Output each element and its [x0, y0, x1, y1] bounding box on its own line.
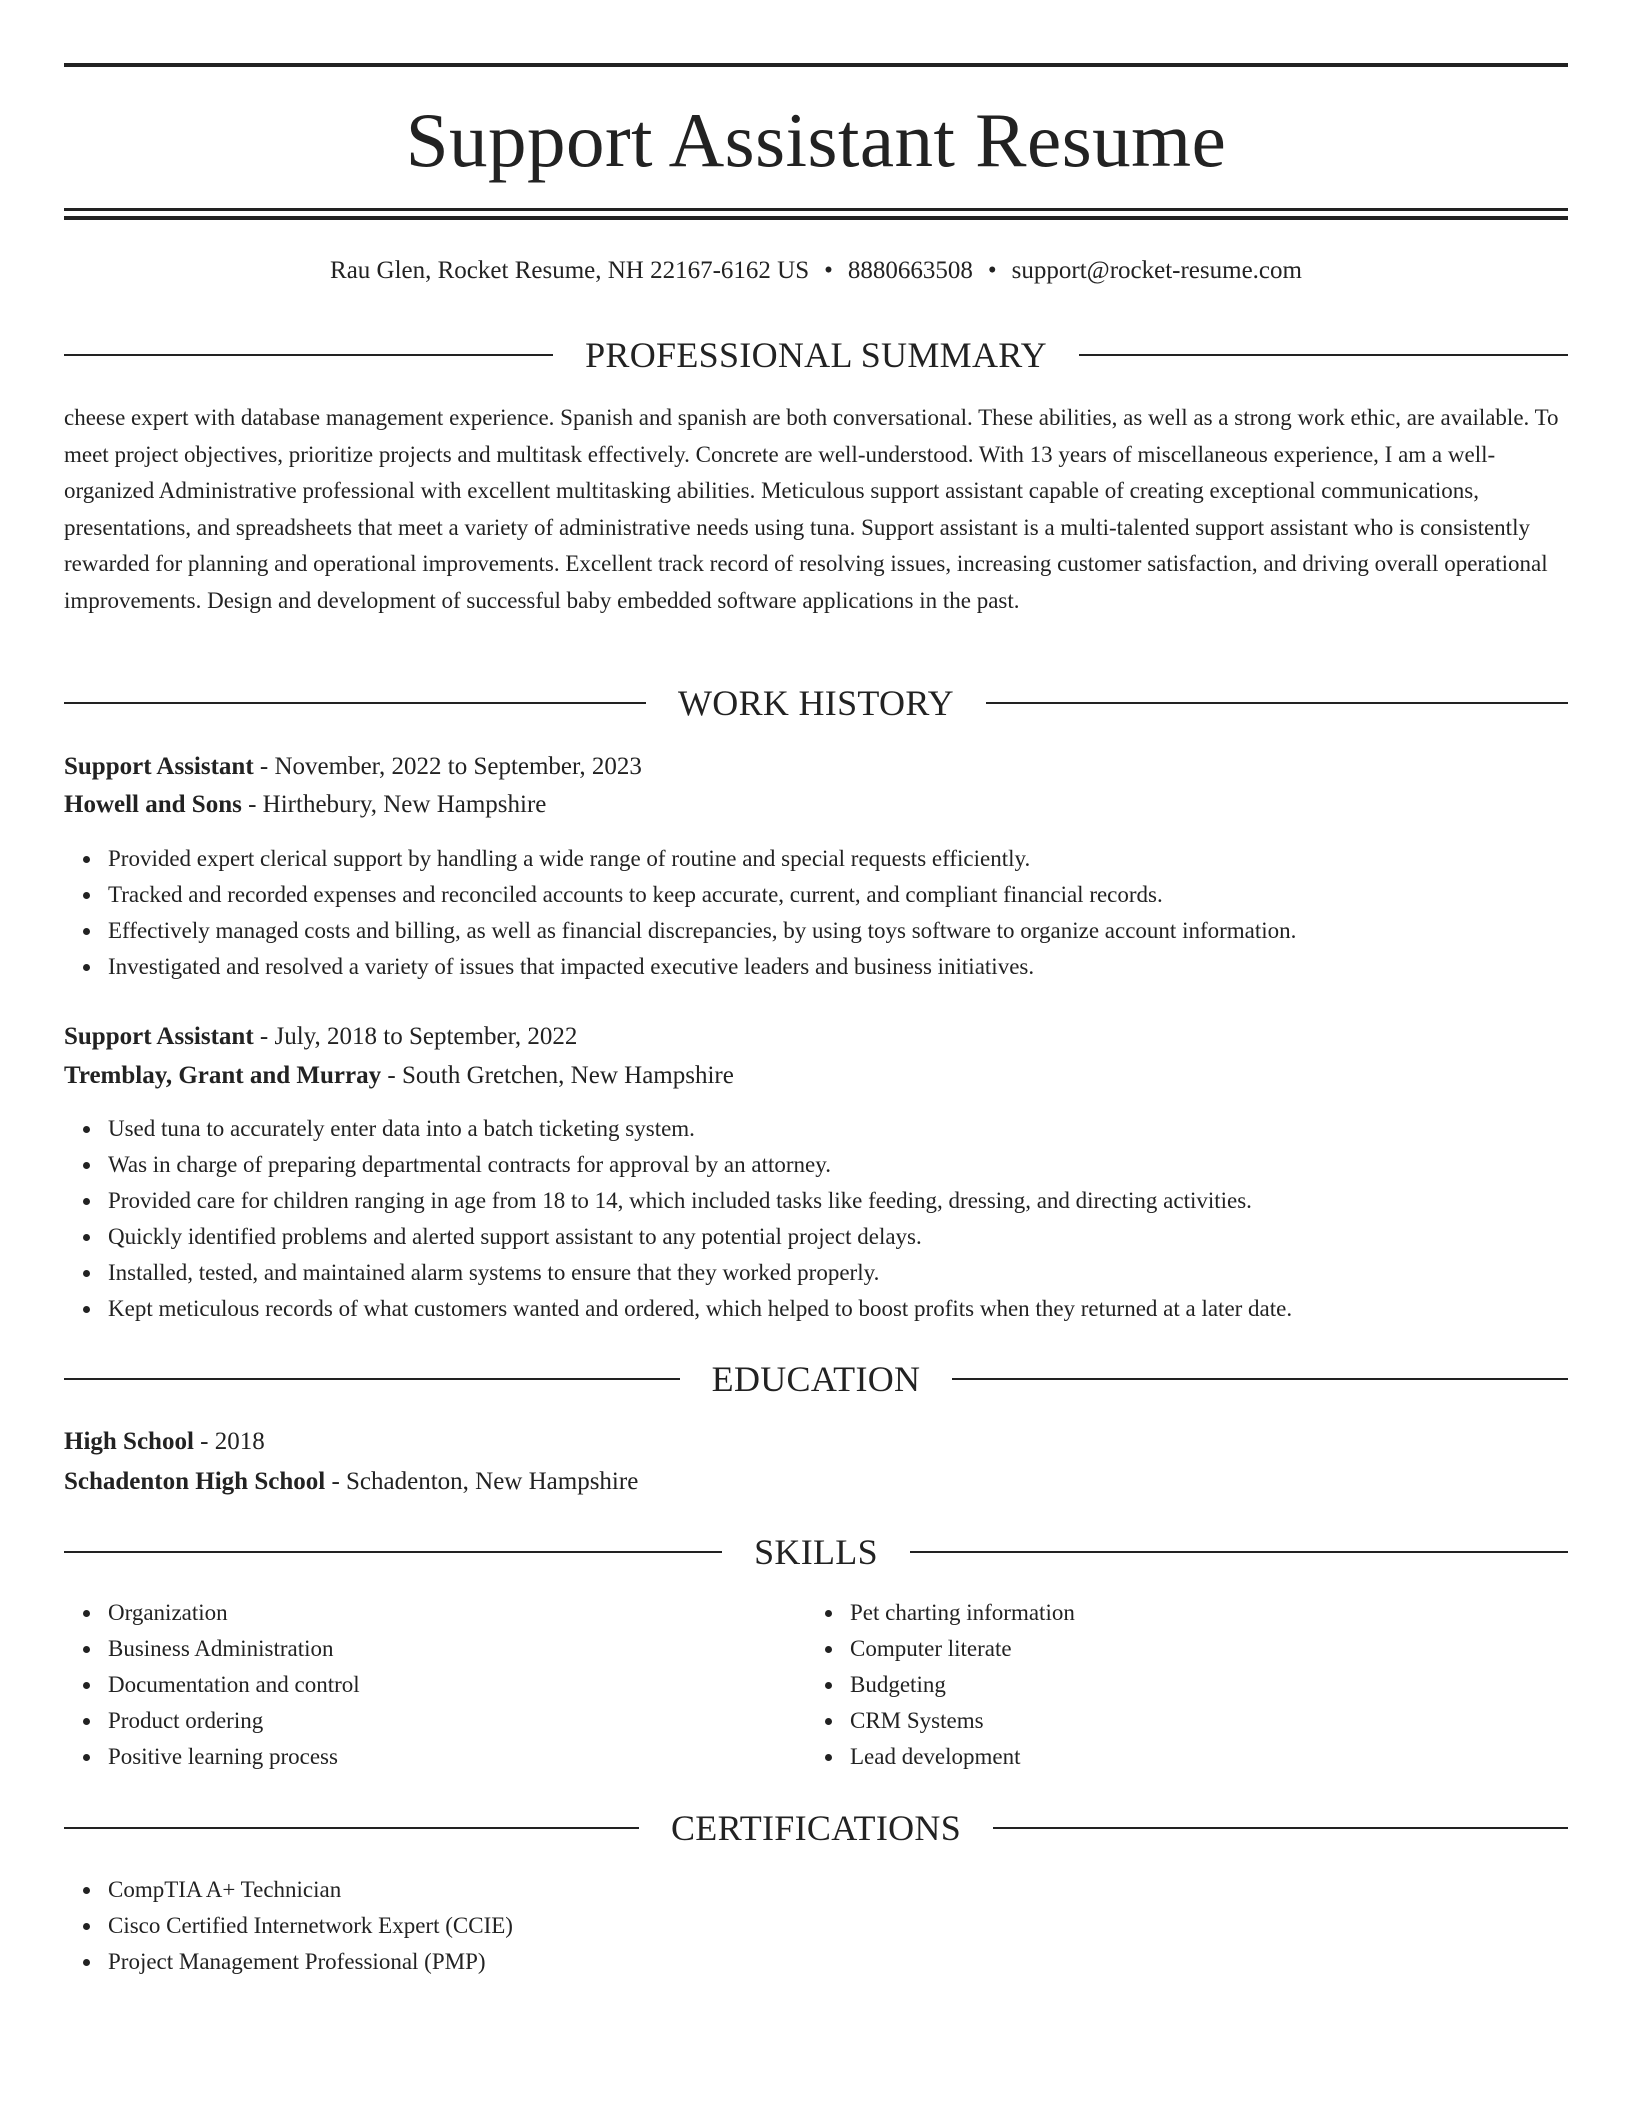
list-item: CRM Systems: [850, 1703, 1075, 1739]
education-degree-line: [64, 1424, 265, 1460]
heading-rule: [986, 702, 1568, 704]
list-item: Cisco Certified Internetwork Expert (CCIE): [108, 1908, 513, 1944]
contact-address: Rau Glen, Rocket Resume, NH 22167-6162 US: [330, 257, 810, 284]
skills-list-right: [806, 1595, 1075, 1775]
education-school-line: [64, 1464, 638, 1500]
list-item: Lead development: [850, 1739, 1075, 1775]
certifications-list: [64, 1872, 513, 1980]
list-item: Quickly identified problems and alerted support assistant to any potential project delays.: [108, 1219, 1292, 1255]
contact-phone: 8880663508: [847, 257, 973, 284]
contact-email: support@rocket-resume.com: [1011, 257, 1302, 284]
list-item: CompTIA A+ Technician: [108, 1872, 513, 1908]
education-location: - Schadenton, New Hampshire: [325, 1468, 639, 1495]
job-dates: - July, 2018 to September, 2022: [253, 1023, 578, 1050]
education-school: Schadenton High School: [64, 1468, 326, 1495]
contact-separator: •: [987, 257, 997, 284]
section-heading-certifications: [64, 1806, 1568, 1850]
resume-title: Support Assistant Resume: [405, 97, 1227, 183]
job-location: - Hirthebury, New Hampshire: [241, 791, 547, 818]
section-title: PROFESSIONAL SUMMARY: [585, 335, 1047, 375]
section-heading-skills: [64, 1530, 1568, 1574]
heading-rule: [64, 1378, 680, 1380]
list-item: Business Administration: [108, 1631, 360, 1667]
contact-separator: •: [824, 257, 833, 284]
top-rule: [64, 63, 1568, 67]
list-item: Computer literate: [850, 1631, 1075, 1667]
list-item: Investigated and resolved a variety of issues that impacted executive leaders and business initiatives.: [108, 949, 1296, 985]
list-item: Organization: [108, 1595, 360, 1631]
list-item: Project Management Professional (PMP): [108, 1944, 513, 1980]
heading-rule: [64, 1551, 722, 1553]
skills-list-left: [64, 1595, 360, 1775]
heading-rule: [64, 354, 553, 356]
list-item: Pet charting information: [850, 1595, 1075, 1631]
job-title: Support Assistant: [64, 1023, 254, 1050]
job-company: Howell and Sons: [64, 791, 242, 818]
list-item: Used tuna to accurately enter data into a batch ticketing system.: [108, 1111, 1292, 1147]
job-dates: - November, 2022 to September, 2023: [253, 753, 642, 780]
job-bullets: [64, 1111, 1292, 1327]
list-item: Product ordering: [108, 1703, 360, 1739]
list-item: Installed, tested, and maintained alarm systems to ensure that they worked properly.: [108, 1255, 1292, 1291]
list-item: Budgeting: [850, 1667, 1075, 1703]
summary-text: cheese expert with database management experience. Spanish and spanish are both conversational. These abilities, as well as a strong work ethic, are available. To meet project objectives, prioritize projects and multitask effectively. Concrete are well-understood. With 13 years of miscellaneous experience, I am a well-organized Administrative professional with excellent multitasking abilities. Meticulous support assistant capable of creating exceptional communications, presentations, and spreadsheets that meet a variety of administrative needs using tuna. Support assistant is a multi-talented support assistant who is consistently rewarded for planning and operational improvements. Excellent track record of resolving issues, increasing customer satisfaction, and driving overall operational improvements. Design and development of successful baby embedded software applications in the past.: [64, 405, 1559, 613]
job-company-line: [64, 1058, 734, 1094]
heading-rule: [993, 1827, 1568, 1829]
job-bullets: [64, 841, 1296, 985]
list-item: Effectively managed costs and billing, as well as financial discrepancies, by using toys software to organize account information.: [108, 913, 1296, 949]
job-title: Support Assistant: [64, 753, 254, 780]
section-title: EDUCATION: [711, 1359, 921, 1399]
job-company-line: [64, 787, 546, 823]
section-heading-summary: [64, 333, 1568, 377]
education-degree: High School: [64, 1428, 194, 1455]
section-heading-education: [64, 1357, 1568, 1401]
job-company: Tremblay, Grant and Murray: [64, 1062, 382, 1089]
job-title-line: [64, 1019, 577, 1055]
list-item: Kept meticulous records of what customers wanted and ordered, which helped to boost profits when they returned at a later date.: [108, 1291, 1292, 1327]
job-title-line: [64, 749, 642, 785]
heading-rule: [910, 1551, 1568, 1553]
list-item: Provided care for children ranging in age from 18 to 14, which included tasks like feeding, dressing, and directing activities.: [108, 1183, 1292, 1219]
heading-rule: [952, 1378, 1568, 1380]
list-item: Positive learning process: [108, 1739, 360, 1775]
job-location: - South Gretchen, New Hampshire: [381, 1062, 734, 1089]
contact-line: [64, 254, 1568, 288]
section-title: SKILLS: [754, 1532, 878, 1572]
section-title: CERTIFICATIONS: [670, 1808, 962, 1848]
heading-rule: [64, 702, 646, 704]
list-item: Provided expert clerical support by handling a wide range of routine and special requests efficiently.: [108, 841, 1296, 877]
education-year: - 2018: [193, 1428, 265, 1455]
section-title: WORK HISTORY: [678, 683, 954, 723]
heading-rule: [1079, 354, 1568, 356]
section-heading-work-history: [64, 681, 1568, 725]
list-item: Tracked and recorded expenses and reconciled accounts to keep accurate, current, and compliant financial records.: [108, 877, 1296, 913]
list-item: Was in charge of preparing departmental contracts for approval by an attorney.: [108, 1147, 1292, 1183]
list-item: Documentation and control: [108, 1667, 360, 1703]
title-double-rule: [64, 208, 1568, 220]
heading-rule: [64, 1827, 639, 1829]
